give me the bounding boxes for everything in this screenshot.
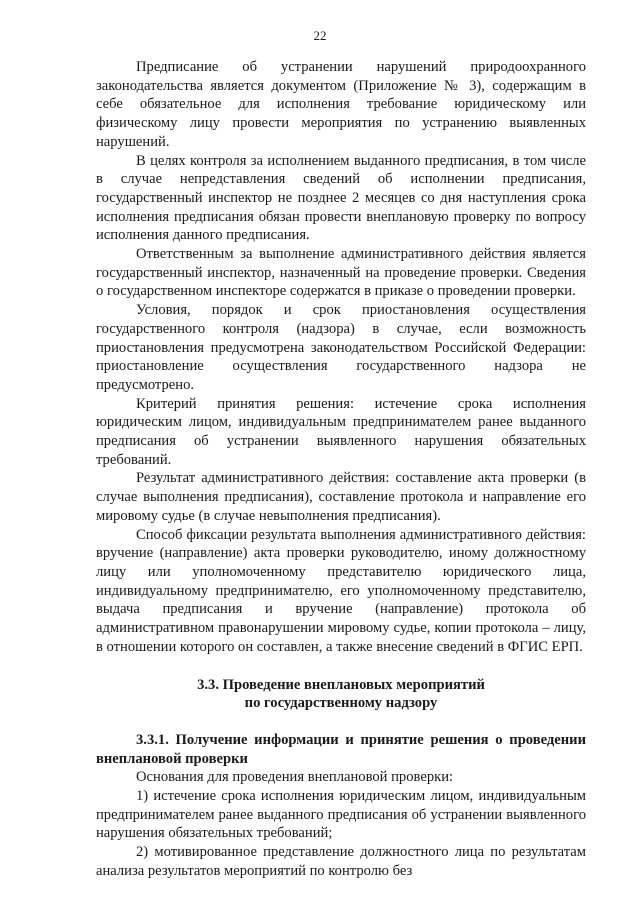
section-heading (96, 676, 586, 713)
paragraph-action-result: Результат административного действия: составление акта проверки (в случае выполнения предписания), составление протокола и направление его мировому судье (в случае невыполнения предписания). (96, 470, 586, 524)
paragraph-responsible-person: Ответственным за выполнение административного действия является государственный инспектор, назначенный на проведение проверки. Сведения о государственном инспекторе содержатся в приказе о проведении проверки. (96, 246, 586, 300)
paragraph-control-of-execution: В целях контроля за исполнением выданного предписания, в том числе в случае непредставления сведений об исполнении предписания, государственный инспектор не позднее 2 месяцев со дня наступления срока исполнения предписания обязан провести внеплановую проверку по вопросу исполнения данного предписания. (96, 152, 586, 244)
page-number: 22 (313, 28, 327, 43)
paragraph-suspension-conditions: Условия, порядок и срок приостановления осуществления государственного контроля (надзора) в случае, если возможность приостановления предусмотрена законодательством Российской Федерации: приостановление осуществления государственного надзора не предусмотрено. (96, 302, 586, 393)
paragraph-grounds-intro: Основания для проведения внеплановой проверки: (136, 769, 454, 786)
paragraph-prescription-definition: Предписание об устранении нарушений природоохранного законодательства является документом (Приложение № 3), содержащим в себе обязательное для исполнения требование юридическому или физическому лицу провести мероприятия по устранению выявленных нарушений. (96, 59, 586, 150)
section-heading-line-1: 3.3. Проведение внеплановых мероприятий (197, 676, 485, 693)
list-item-2: 2) мотивированное представление должностного лица по результатам анализа результатов мероприятий по контролю без (96, 844, 586, 879)
page-content (96, 58, 586, 881)
paragraph-result-fixation: Способ фиксации результата выполнения административного действия: вручение (направление) акта проверки руководителю, иному должностному лицу или уполномоченному представителю юридического лица, индивидуальному предпринимателю, его уполномоченному представителю, выдача предписания и вручение (направление) протокола об административном правонарушении мировому судье, копии протокола – лицу, в отношении которого он составлен, а также внесение сведений в ФГИС ЕРП. (96, 526, 586, 655)
section-heading-line-2: по государственному надзору (244, 695, 438, 712)
paragraph-decision-criterion: Критерий принятия решения: истечение срока исполнения юридическим лицом, индивидуальным предпринимателем ранее выданного предписания об устранении выявленного нарушения обязательных требований. (96, 395, 586, 468)
list-item-1: 1) истечение срока исполнения юридическим лицом, индивидуальным предпринимателем ранее выданного предписания об устранении выявленного нарушения обязательных требований; (96, 788, 586, 842)
subsection-heading: 3.3.1. Получение информации и принятие решения о проведении внеплановой проверки (96, 731, 586, 767)
